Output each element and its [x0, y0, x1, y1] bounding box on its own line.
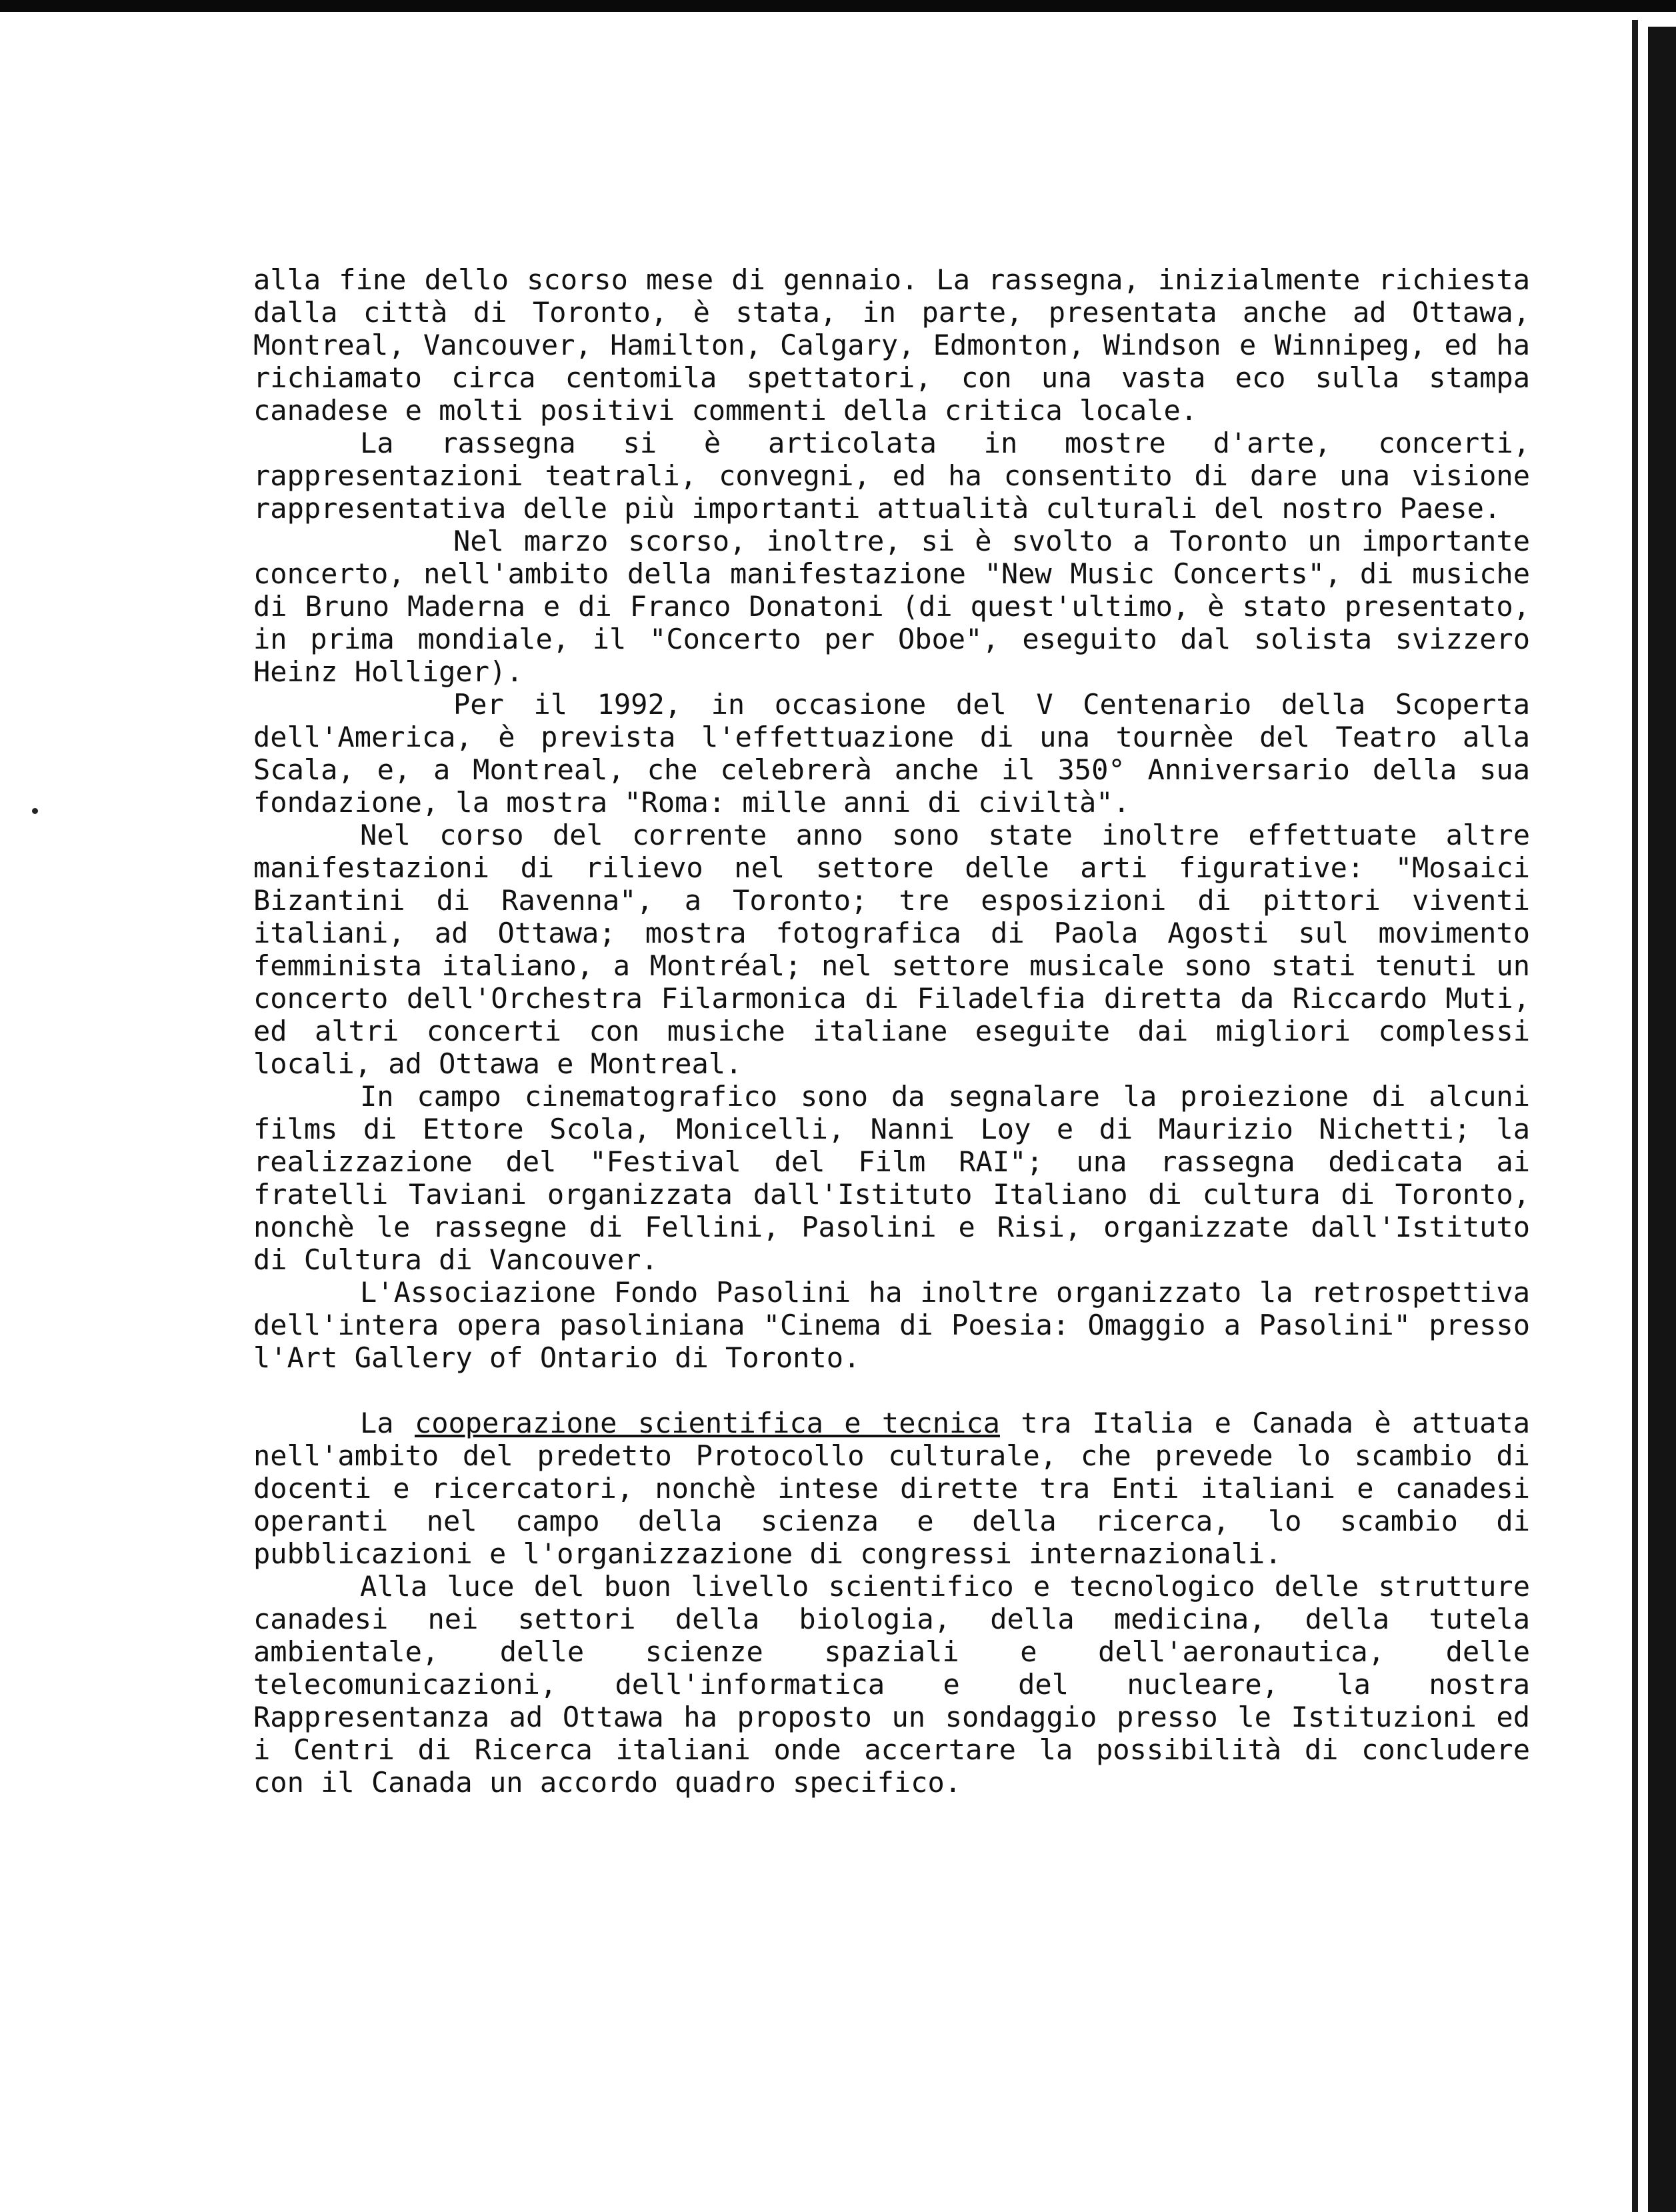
scan-speck: [32, 808, 38, 814]
paragraph-cooperazione: [253, 1407, 1530, 1570]
cooperation-text: tra Italia e Canada è attuata nell'ambito del predetto Protocollo culturale, che prevede lo scambio di docenti e ricercatori, nonchè intese dirette tra Enti italiani e canadesi operanti nel campo della scienza e della ricerca, lo scambio di pubblicazioni e l'organizzazione di congressi internazionali.: [253, 1407, 1530, 1570]
paragraph-closing: Alla luce del buon livello scientifico e tecnologico delle strutture canadesi nei settori della biologia, della medicina, della tutela ambientale, delle scienze spaziali e dell'aeronautica, delle telecomunicazioni, dell'informatica e del nucleare, la nostra Rappresentanza ad Ottawa ha proposto un sondaggio presso le Istituzioni ed i Centri di Ricerca italiani onde accertare la possibilità di concludere con il Canada un accordo quadro specifico.: [253, 1570, 1530, 1799]
cooperation-lead: La: [360, 1407, 394, 1439]
scan-right-border: [1632, 20, 1638, 2212]
paragraph-fondo-pasolini: L'Associazione Fondo Pasolini ha inoltre organizzato la retrospettiva dell'intera opera pasoliniana "Cinema di Poesia: Omaggio a Pasolini" presso l'Art Gallery of Ontario di Toronto.: [253, 1276, 1530, 1374]
scan-top-border: [0, 0, 1676, 12]
paragraph-manifestazioni-arti: Nel corso del corrente anno sono state inoltre effettuate altre manifestazioni di rilievo nel settore delle arti figurative: "Mosaici Bizantini di Ravenna", a Toronto; tre esposizioni di pittori viventi italiani, ad Ottawa; mostra fotografica di Paola Agosti sul movimento femminista italiano, a Montréal; nel settore musicale sono stati tenuti un concerto dell'Orchestra Filarmonica di Filadelfia diretta da Riccardo Muti, ed altri concerti con musiche italiane eseguite dai migliori complessi locali, ad Ottawa e Montreal.: [253, 819, 1530, 1080]
cooperation-heading-underlined: cooperazione scientifica e tecnica: [414, 1407, 1000, 1439]
paragraph-campo-cinematografico: In campo cinematografico sono da segnalare la proiezione di alcuni films di Ettore Scola, Monicelli, Nanni Loy e di Maurizio Nichetti; la realizzazione del "Festival del Film RAI"; una rassegna dedicata ai fratelli Taviani organizzata dall'Istituto Italiano di cultura di Toronto, nonchè le rassegne di Fellini, Pasolini e Risi, organizzate dall'Istituto di Cultura di Vancouver.: [253, 1080, 1530, 1276]
scan-right-margin: [1648, 27, 1676, 2212]
document-body: [253, 263, 1530, 1799]
paragraph-rassegna-intro: alla fine dello scorso mese di gennaio. La rassegna, inizialmente richiesta dalla città di Toronto, è stata, in parte, presentata anche ad Ottawa, Montreal, Vancouver, Hamilton, Calgary, Edmonton, Windson e Winnipeg, ed ha richiamato circa centomila spettatori, con una vasta eco sulla stampa canadese e molti positivi commenti della critica locale.: [253, 263, 1530, 427]
paragraph-new-music-concerts: Nel marzo scorso, inoltre, si è svolto a Toronto un importante concerto, nell'ambito della manifestazione "New Music Concerts", di musiche di Bruno Maderna e di Franco Donatoni (di quest'ultimo, è stato presentato, in prima mondiale, il "Concerto per Oboe", eseguito dal solista svizzero Heinz Holliger).: [253, 525, 1530, 688]
paragraph-centenario-america: Per il 1992, in occasione del V Centenario della Scoperta dell'America, è prevista l'effettuazione di una tournèe del Teatro alla Scala, e, a Montreal, che celebrerà anche il 350° Anniversario della sua fondazione, la mostra "Roma: mille anni di civiltà".: [253, 688, 1530, 819]
paragraph-rassegna-articolata: La rassegna si è articolata in mostre d'arte, concerti, rappresentazioni teatrali, convegni, ed ha consentito di dare una visione rappresentativa delle più importanti attualità culturali del nostro Paese.: [253, 427, 1530, 525]
